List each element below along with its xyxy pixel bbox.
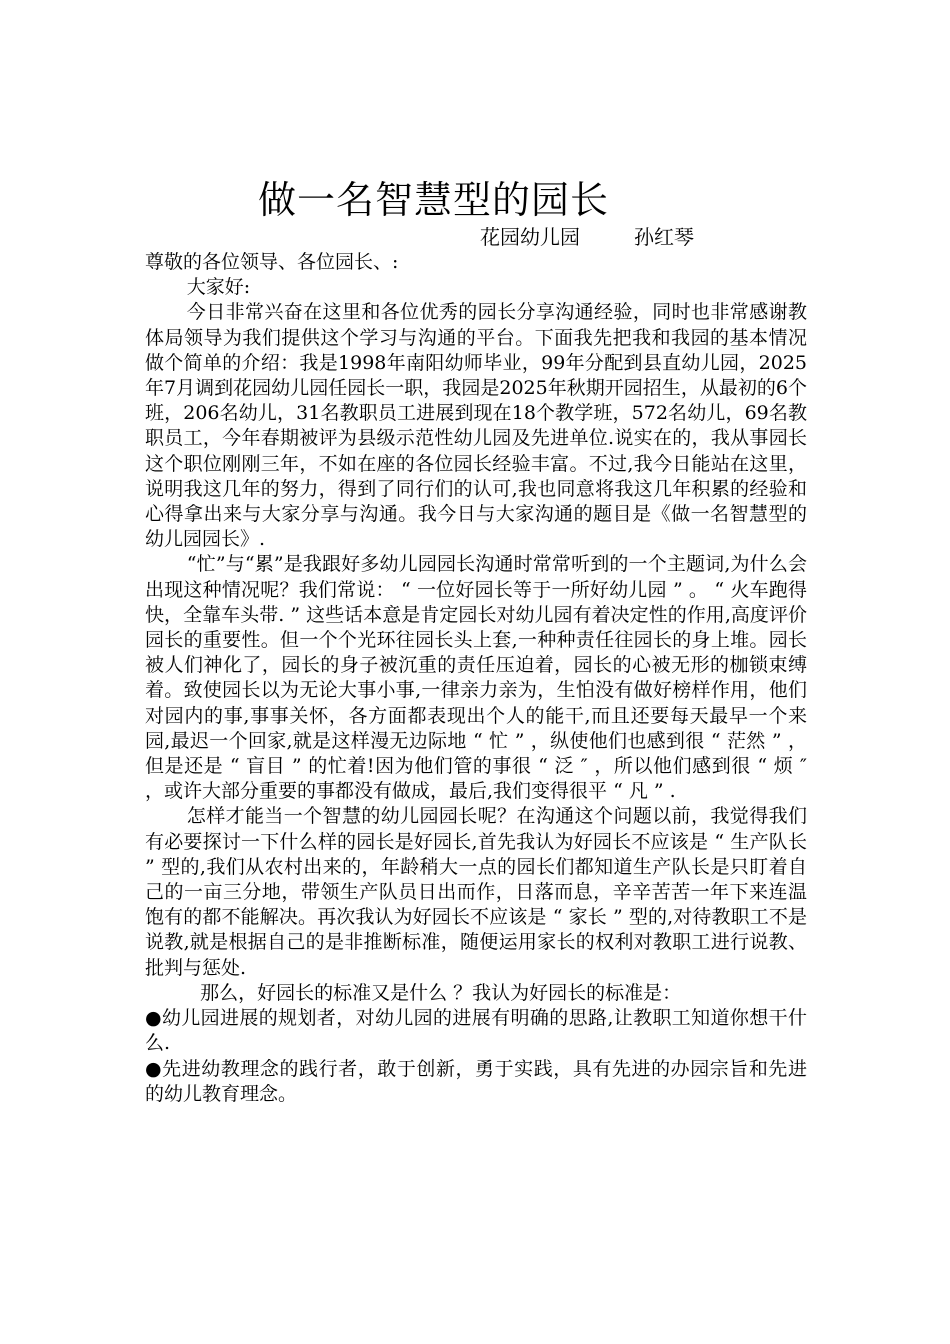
paragraph-intro: 今日非常兴奋在这里和各位优秀的园长分享沟通经验，同时也非常感谢教体局领导为我们提供这个学习与沟通的平台。下面我先把我和我园的基本情况做个简单的介绍：我是1998年南阳幼师毕业，99年分配到县直幼儿园，2025年7月调到花园幼儿园任园长一职，我园是2025年秋期开园招生，从最初的6个班，206名幼儿，31名教职员工进展到现在18个教学班，572名幼儿，69名教职员工，今年春期被评为县级示范性幼儿园及先进单位.说实在的，我从事园长这个职位刚刚三年，不如在座的各位园长经验丰富。不过,我今日能站在这里，说明我这几年的努力，得到了同行们的认可,我也同意将我这几年积累的经验和心得拿出来与大家分享与沟通。我今日与大家沟通的题目是《做一名智慧型的幼儿园园长》.: [145, 301, 807, 551]
author-name: 孙红琴: [634, 225, 694, 249]
bullet-item: [145, 1057, 807, 1107]
paragraph-wise-director: 怎样才能当一个智慧的幼儿园园长呢？在沟通这个问题以前，我觉得我们有必要探讨一下什么样的园长是好园长,首先我认为好园长不应该是 “ 生产队长 ” 型的,我们从农村出来的，年龄稍大一点的园长们都知道生产队长是只盯着自己的一亩三分地，带领生产队员日出而作，日落而息，辛辛苦苦一年下来连温饱有的都不能解决。再次我认为好园长不应该是 “ 家长 ” 型的,对待教职工不是说教,就是根据自己的是非推断标准，随便运用家长的权利对教职工进行说教、批判与惩处.: [145, 805, 807, 979]
bullet-text: 幼儿园进展的规划者，对幼儿园的进展有明确的思路,让教职工知道你想干什么.: [145, 1007, 807, 1055]
greeting: 大家好:: [186, 276, 251, 299]
byline: [480, 224, 694, 250]
paragraph-busy: “忙”与“累”是我跟好多幼儿园园长沟通时常常听到的一个主题词,为什么会出现这种情况呢？我们常说： “ 一位好园长等于一所好幼儿园 ” 。 “ 火车跑得快，全靠车头带. ” 这些话本意是肯定园长对幼儿园有着决定性的作用,高度评价园长的重要性。但一个个光环往园长头上套,一种种责任往园长的身上堆。园长被人们神化了，园长的身子被沉重的责任压迫着，园长的心被无形的枷锁束缚着。致使园长以为无论大事小事,一律亲力亲为，生怕没有做好榜样作用，他们对园内的事,事事关怀，各方面都表现出个人的能干,而且还要每天最早一个来园,最迟一个回家,就是这样漫无边际地 “ 忙 ” ，纵使他们也感到很 “ 茫然 ” ，但是还是 “ 盲目 ” 的忙着!因为他们管的事很 “ 泛 ″ ，所以他们感到很 “ 烦 ″ ，或许大部分重要的事都没有做成，最后,我们变得很平 “ 凡 ” .: [145, 553, 807, 803]
bullet-item: [145, 1006, 807, 1056]
bullet-icon: ●: [145, 1057, 163, 1080]
document-body: [145, 250, 807, 1107]
bullet-text: 先进幼教理念的践行者，敢于创新，勇于实践，具有先进的办园宗旨和先进的幼儿教育理念。: [145, 1057, 807, 1105]
document-title: 做一名智慧型的园长: [258, 178, 610, 222]
salutation: 尊敬的各位领导、各位园长、:: [145, 251, 399, 273]
school-name: 花园幼儿园: [480, 225, 580, 249]
bullet-icon: ●: [145, 1007, 162, 1030]
paragraph-standard: 那么，好园长的标准又是什么 ？我认为好园长的标准是：: [200, 981, 682, 1004]
